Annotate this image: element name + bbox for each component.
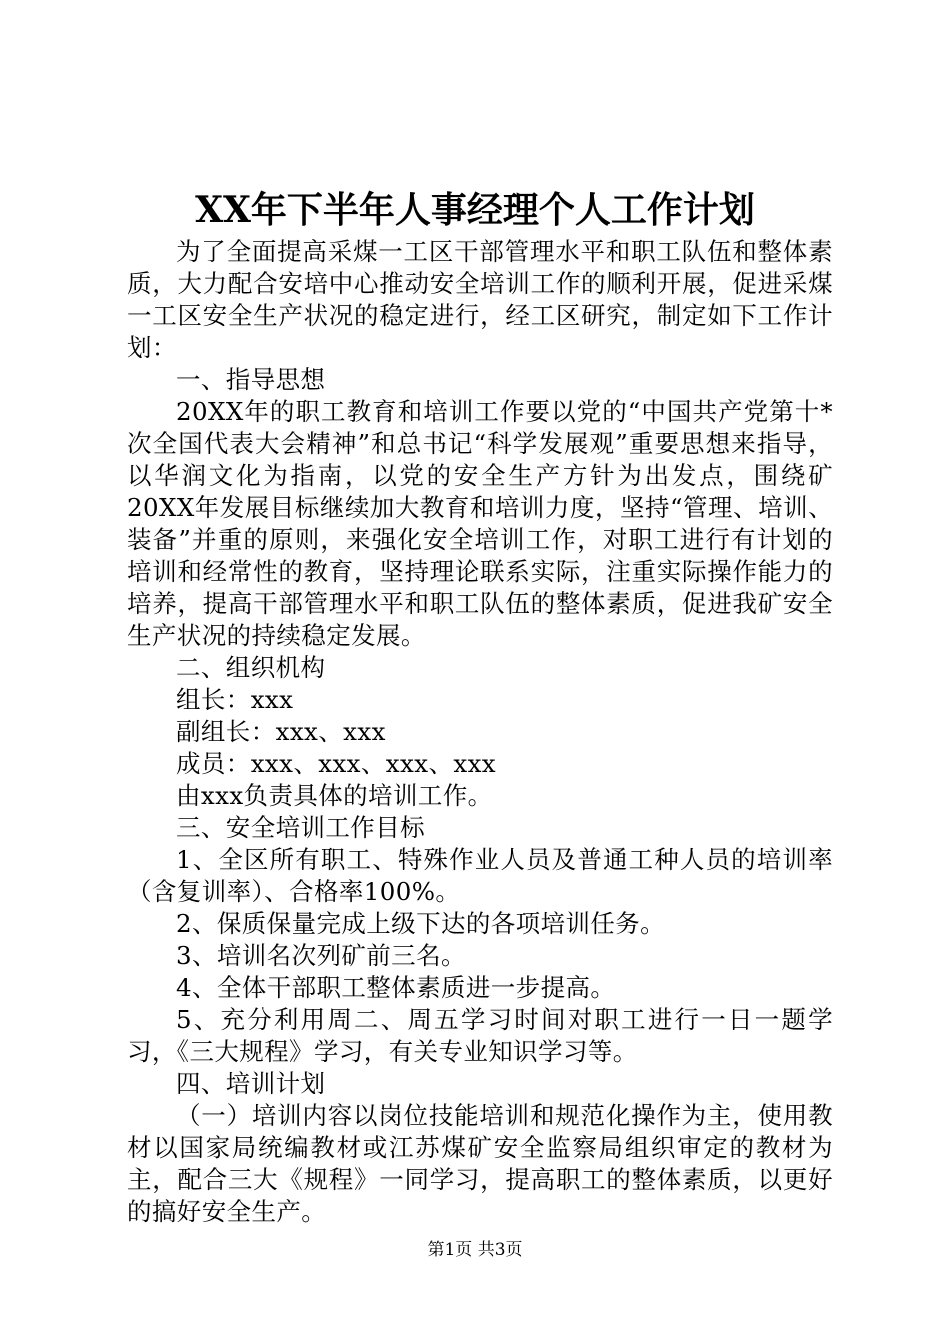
- paragraph-intro: 为了全面提高采煤一工区干部管理水平和职工队伍和整体素质，大力配合安培中心推动安全培训工作的顺利开展，促进采煤一工区安全生产状况的稳定进行，经工区研究，制定如下工作计划：: [127, 237, 833, 362]
- paragraph-responsible: 由xxx负责具体的培训工作。: [176, 781, 493, 810]
- list-item-goal-3: 3、培训名次列矿前三名。: [176, 941, 466, 970]
- document-body: [127, 236, 833, 1228]
- list-item-goal-2: 2、保质保量完成上级下达的各项培训任务。: [176, 909, 666, 938]
- list-item-goal-5: 5、充分利用周二、周五学习时间对职工进行一日一题学习，《三大规程》学习，有关专业知识学习等。: [127, 1005, 833, 1066]
- paragraph-guiding-thought: 20XX年的职工教育和培训工作要以党的“中国共产党第十*次全国代表大会精神”和总书记“科学发展观”重要思想来指导，以华润文化为指南，以党的安全生产方针为出发点，围绕矿20XX年发展目标继续加大教育和培训力度，坚持“管理、培训、装备”并重的原则，来强化安全培训工作，对职工进行有计划的培训和经常性的教育，坚持理论联系实际，注重实际操作能力的培养，提高干部管理水平和职工队伍的整体素质，促进我矿安全生产状况的持续稳定发展。: [127, 397, 833, 650]
- paragraph-deputy-leader: 副组长：xxx、xxx: [176, 717, 386, 746]
- section-heading-goals: 三、安全培训工作目标: [176, 813, 425, 842]
- section-heading-training-plan: 四、培训计划: [176, 1069, 326, 1098]
- paragraph-team-leader: 组长：xxx: [176, 685, 294, 714]
- paragraph-training-content: （一）培训内容以岗位技能培训和规范化操作为主，使用教材以国家局统编教材或江苏煤矿安全监察局组织审定的教材为主，配合三大《规程》一同学习，提高职工的整体素质，以更好的搞好安全生产。: [127, 1101, 833, 1226]
- paragraph-members: 成员：xxx、xxx、xxx、xxx: [176, 749, 497, 778]
- list-item-goal-4: 4、全体干部职工整体素质进一步提高。: [176, 973, 616, 1002]
- document-title: XX年下半年人事经理个人工作计划: [195, 189, 755, 231]
- section-heading-organization: 二、组织机构: [176, 653, 326, 682]
- list-item-goal-1: 1、全区所有职工、特殊作业人员及普通工种人员的培训率（含复训率）、合格率100%。: [127, 845, 833, 906]
- page-footer: 第1页 共3页: [427, 1240, 523, 1260]
- section-heading-guiding-thought: 一、指导思想: [176, 365, 326, 394]
